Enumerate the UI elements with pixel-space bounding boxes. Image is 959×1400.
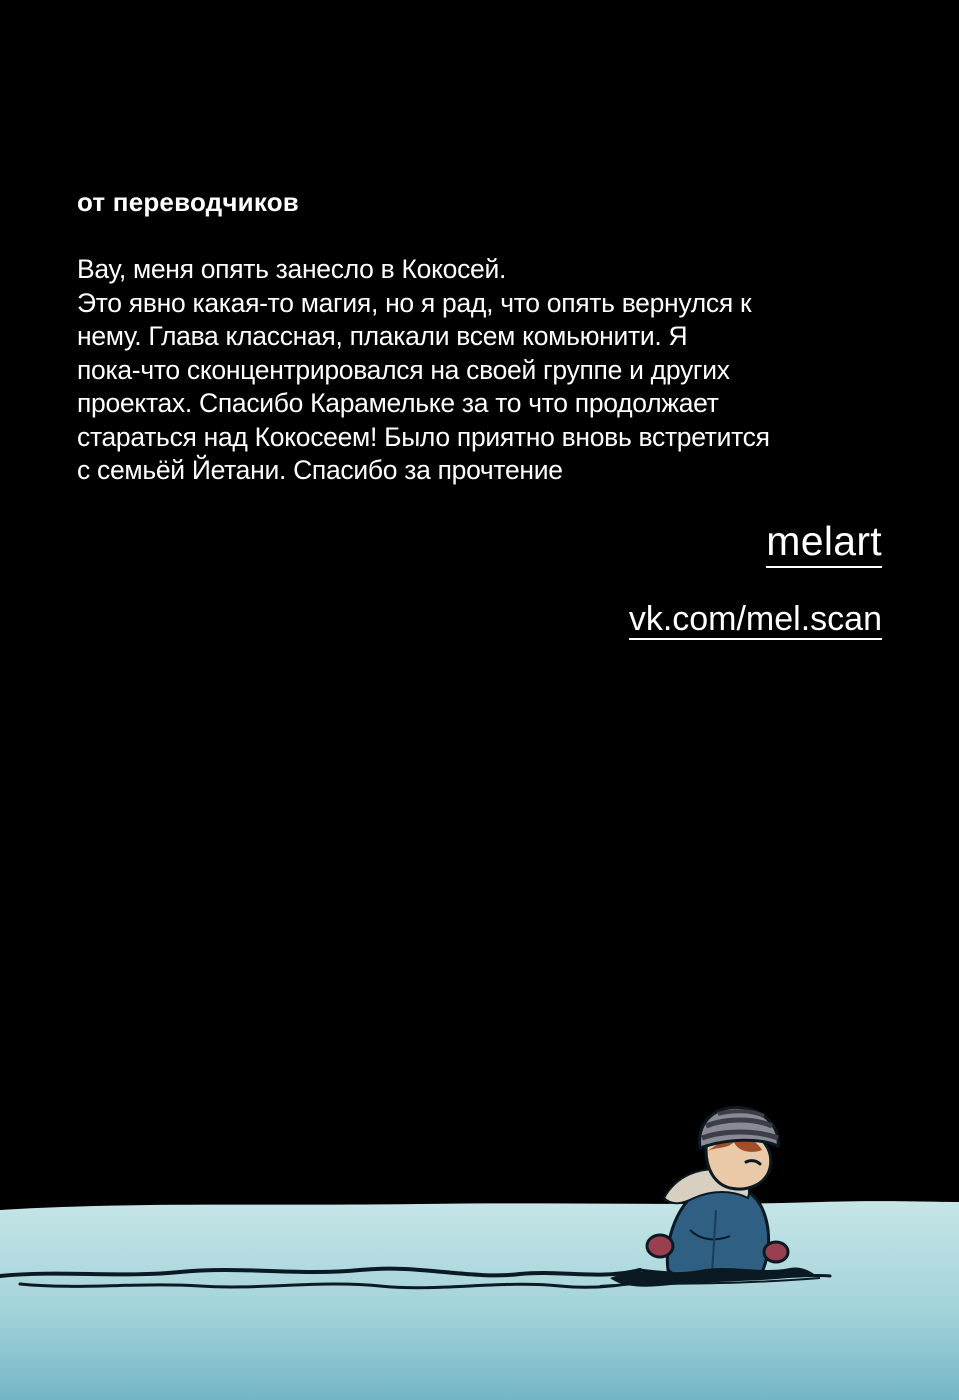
note-line: Это явно какая-то магия, но я рад, что опять вернулся к [77, 287, 752, 318]
group-link[interactable]: vk.com/mel.scan [628, 600, 882, 638]
snow-field [0, 1201, 959, 1400]
right-mitten [764, 1242, 788, 1262]
note-line: с семьёй Йетани. Спасибо за прочтение [77, 455, 563, 485]
note-line: проектах. Спасибо Карамельке за то что продолжает [77, 388, 719, 418]
left-mitten [647, 1235, 673, 1257]
note-line: стараться над Кокосеем! Было приятно вновь встретится [77, 421, 770, 452]
translator-note [77, 253, 897, 488]
child-character [647, 1107, 788, 1280]
note-line: нему. Глава классная, плакали всем комьюнити. Я [77, 321, 688, 351]
section-heading: от переводчиков [77, 187, 299, 217]
note-line: Вау, меня опять занесло в Кокосей. [77, 254, 507, 284]
note-line: пока-что сконцентрировался на своей группе и других [77, 354, 730, 385]
snow-scene-illustration [0, 1090, 959, 1400]
translator-signature: melart [766, 516, 882, 568]
